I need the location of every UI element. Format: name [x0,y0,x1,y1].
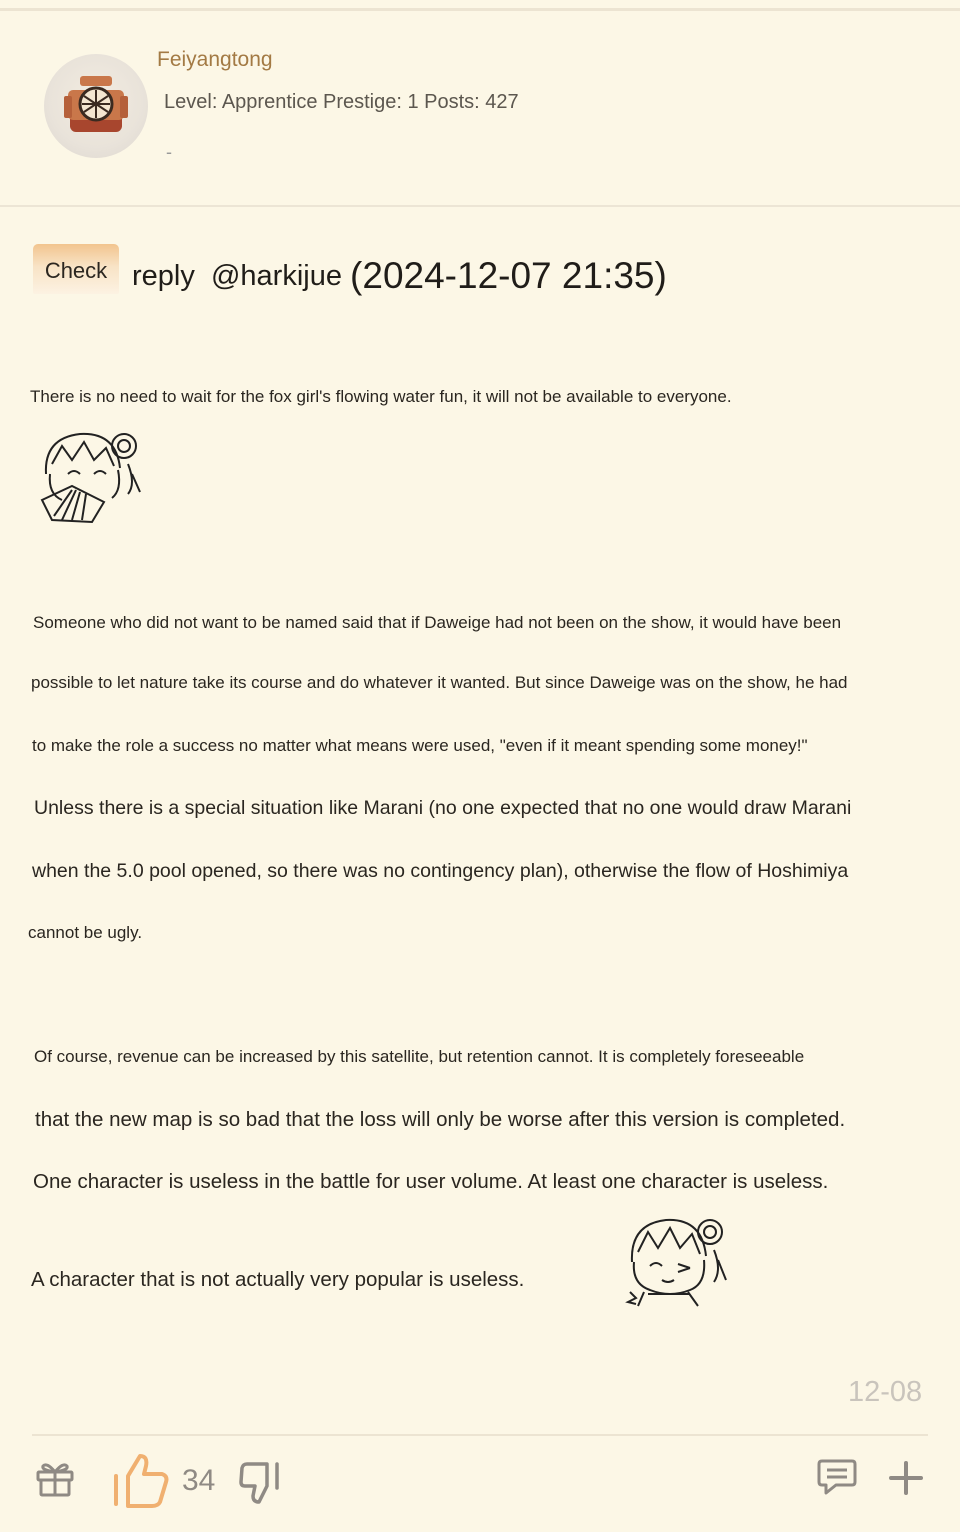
reply-prefix: reply [132,260,195,292]
reply-heading [132,252,667,294]
post-line: to make the role a success no matter what means were used, "even if it meant spending some money!" [32,736,808,755]
chibi-girl-fan-sticker [32,424,144,524]
post-line: Of course, revenue can be increased by this satellite, but retention cannot. It is completely foreseeable [34,1047,805,1066]
avatar[interactable] [44,54,148,158]
gift-icon[interactable] [35,1460,75,1498]
post-date: 12-08 [848,1376,923,1408]
user-signature: - [166,142,172,162]
post-line: when the 5.0 pool opened, so there was no contingency plan), otherwise the flow of Hoshimiya [32,860,849,882]
username[interactable]: Feiyangtong [157,48,273,71]
post-line: One character is useless in the battle for user volume. At least one character is useless. [33,1170,829,1193]
post-line: possible to let nature take its course and do whatever it wanted. But since Daweige was on the show, he had [31,673,848,692]
thumbs-down-icon[interactable] [239,1460,283,1504]
post-line: that the new map is so bad that the loss will only be worse after this version is completed. [35,1108,846,1131]
post-line: cannot be ugly. [28,923,143,942]
post-line: There is no need to wait for the fox girl's flowing water fun, it will not be available to everyone. [30,387,732,406]
footer-divider [32,1434,928,1436]
comment-icon[interactable] [816,1458,858,1496]
user-meta: Level: Apprentice Prestige: 1 Posts: 427 [164,91,519,113]
chibi-girl-wink-sticker [618,1210,732,1308]
post-line: A character that is not actually very popular is useless. [31,1268,525,1291]
reply-timestamp: (2024-12-07 21:35) [350,255,667,296]
thumbs-up-icon[interactable] [112,1452,170,1508]
post-line: Someone who did not want to be named said that if Daweige had not been on the show, it would have been [33,613,842,632]
header-divider [0,205,960,207]
check-badge[interactable]: Check [33,244,119,294]
diving-helmet-icon [58,68,134,144]
plus-icon[interactable] [888,1460,924,1496]
post-line: Unless there is a special situation like Marani (no one expected that no one would draw Marani [34,797,852,819]
like-count: 34 [182,1464,216,1497]
reply-mention[interactable]: @harkijue [210,260,342,292]
top-border [0,8,960,11]
